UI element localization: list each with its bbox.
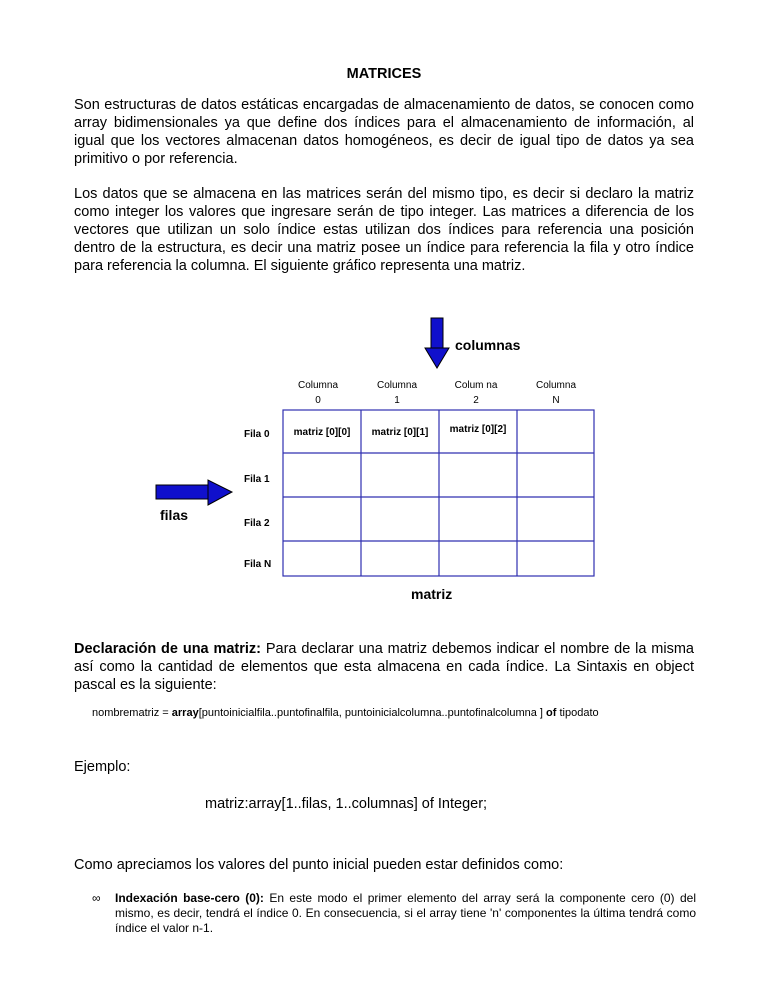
column-header-index: N [552, 395, 560, 406]
row-label: Fila 0 [244, 429, 270, 440]
bullet-body: En este modo el primer elemento del array será la componente cero (0) del mismo, es decir, tendrá el índice 0. En consecuencia, si el array tiene 'n' componentes la última tendrá como índice el valor n-1. [115, 891, 696, 935]
syntax-part: tipodato [556, 707, 599, 719]
intro-paragraph: Son estructuras de datos estáticas encargadas de almacenamiento de datos, se conocen como array bidimensionales ya que define dos índices para el almacenamiento de información, al igual que los vectores almacenan datos homogéneos, es decir de igual tipo de datos ya sea primitivo o por referencia. [74, 97, 694, 167]
row-label: Fila N [244, 559, 272, 570]
column-header: Columna [297, 380, 339, 391]
intro-text: Como apreciamos los valores del punto inicial pueden estar definidos como: [74, 857, 564, 873]
declaration-paragraph [74, 640, 694, 694]
description-paragraph: Los datos que se almacena en las matrices serán del mismo tipo, es decir si declaro la matriz como integer los valores que ingresare serán de tipo integer. Las matrices a diferencia de los vectores que utilizan un solo índice estas utilizan dos índices para referencia una posición dentro de la estructura, es decir una matriz posee un índice para referencia la fila y otro índice para referencia la columna. El siguiente gráfico representa una matriz. [74, 186, 694, 274]
rows-label: filas [160, 507, 189, 523]
example-code: matriz:array[1..filas, 1..columnas] of Integer; [205, 796, 488, 812]
columns-arrow-icon [425, 318, 449, 368]
syntax-part: [puntoinicialfila..puntofinalfila, puntoinicialcolumna..puntofinalcolumna ] [198, 707, 547, 719]
column-header-index: 0 [315, 395, 321, 406]
columns-label: columnas [455, 337, 521, 353]
example-label: Ejemplo: [74, 759, 131, 775]
column-header: Columna [376, 380, 418, 391]
column-header-index: 2 [473, 395, 479, 406]
matrix-label: matriz [411, 586, 453, 602]
column-header-index: 1 [394, 395, 400, 406]
matrix-cell: matriz [0][1] [371, 427, 429, 438]
bullet-heading: Indexación base-cero (0): [115, 891, 264, 905]
matrix-diagram [0, 310, 768, 610]
syntax-keyword: of [546, 707, 557, 719]
bullet-icon: ∞ [92, 891, 101, 905]
row-label: Fila 2 [244, 518, 270, 529]
column-header: Colum na [454, 380, 498, 391]
rows-arrow-icon [156, 480, 232, 505]
list-item [92, 891, 696, 936]
column-header: Columna [535, 380, 577, 391]
bullet-text [115, 891, 696, 936]
syntax-part: nombrematriz = [92, 707, 172, 719]
page-title: MATRICES [346, 66, 422, 82]
syntax-line [92, 707, 599, 719]
declaration-heading: Declaración de una matriz: [74, 641, 262, 657]
row-label: Fila 1 [244, 474, 270, 485]
syntax-keyword: array [171, 707, 199, 719]
declaration-text: Para declarar una matriz debemos indicar el nombre de la misma así como la cantidad de elementos que esta almacena en cada índice. La Sintaxis en object pascal es la siguiente: [74, 641, 695, 693]
matrix-cell: matriz [0][0] [293, 427, 351, 438]
matrix-cell: matriz [0][2] [449, 424, 507, 435]
